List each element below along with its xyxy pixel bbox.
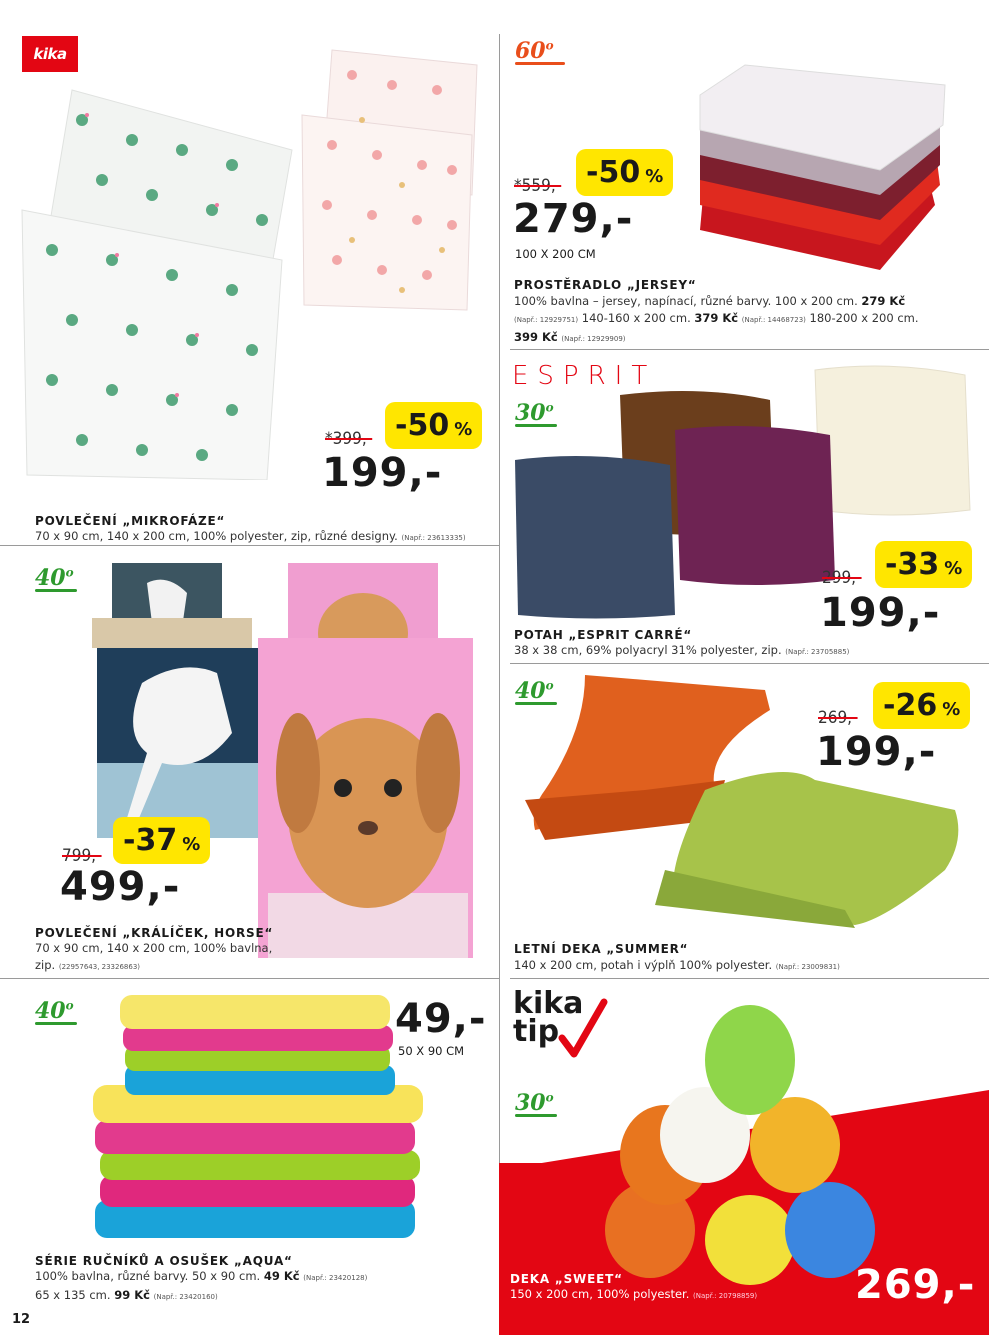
vertical-divider xyxy=(499,34,500,1164)
product-ref: (Např.: 14468723) xyxy=(741,316,806,324)
old-price: *559,- xyxy=(514,176,562,196)
discount-value: -50 xyxy=(395,408,450,443)
product-ref: (Např.: 12929909) xyxy=(561,335,626,343)
price-text: 399 Kč xyxy=(514,330,558,344)
old-price: 299,- xyxy=(822,568,862,588)
description-text: 150 x 200 cm, 100% polyester. xyxy=(510,1287,690,1301)
kika-logo[interactable]: kika xyxy=(22,36,78,72)
discount-value: -33 xyxy=(885,547,940,582)
discount-unit: % xyxy=(645,166,664,187)
discount-unit: % xyxy=(182,834,201,855)
butterfly-bedding-image xyxy=(292,45,492,315)
description-text: 180-200 x 200 cm. xyxy=(809,311,919,325)
product-description xyxy=(514,293,974,348)
divider xyxy=(510,663,989,664)
product-description xyxy=(35,1268,367,1306)
price-text: 379 Kč xyxy=(694,311,739,325)
divider xyxy=(510,978,989,979)
cactus-bedding-image xyxy=(12,80,302,480)
product-ref: (Např.: 23705885) xyxy=(785,648,850,656)
product-description xyxy=(510,1286,757,1305)
rolled-blankets-image xyxy=(605,1005,875,1285)
wash-temperature: 40$^o$ xyxy=(35,565,77,592)
price: 279,- xyxy=(513,196,634,242)
price-text: 279 Kč xyxy=(861,294,906,308)
horse-bedding-image xyxy=(92,563,267,841)
product-description xyxy=(514,642,849,661)
price-text: 99 Kč xyxy=(114,1288,150,1302)
price: 269,- xyxy=(855,1262,976,1308)
description-text: 65 x 135 cm. xyxy=(35,1288,111,1302)
wash-temperature: 60$^o$ xyxy=(515,38,565,65)
old-price: *399,- xyxy=(325,429,373,449)
product-ref: (Např.: 12929751) xyxy=(514,316,579,324)
product-description xyxy=(35,940,272,976)
tip-line: kika xyxy=(513,986,584,1021)
description-text: zip. xyxy=(35,958,56,972)
description-text: 100% bavlna – jersey, napínací, různé barvy. 100 x 200 cm. xyxy=(514,294,858,308)
discount-badge xyxy=(113,817,210,864)
wash-temperature: 30$^o$ xyxy=(515,1090,557,1117)
bunny-bedding-image xyxy=(258,563,473,958)
price: 199,- xyxy=(816,729,937,775)
discount-unit: % xyxy=(454,419,473,440)
discount-badge xyxy=(875,541,972,588)
product-description xyxy=(514,957,840,976)
price-text: 49 Kč xyxy=(263,1269,300,1283)
price: 499,- xyxy=(60,864,181,910)
price: 199,- xyxy=(322,450,443,496)
discount-unit: % xyxy=(942,699,961,720)
discount-value: -37 xyxy=(123,823,178,858)
old-price: 269,- xyxy=(818,708,858,728)
product-description xyxy=(35,528,466,547)
wash-temperature: 30$^o$ xyxy=(515,400,557,427)
divider xyxy=(0,978,499,979)
description-text: 70 x 90 cm, 140 x 200 cm, 100% polyester, zip, různé designy. xyxy=(35,529,398,543)
product-ref: (Např.: 20798859) xyxy=(693,1292,758,1300)
product-ref: (Např.: 23009831) xyxy=(775,963,840,971)
product-ref: (Např.: 23420128) xyxy=(303,1274,368,1282)
product-title: POTAH „ESPRIT CARRÉ“ xyxy=(514,628,693,642)
description-text: 100% bavlna, různé barvy. 50 x 90 cm. xyxy=(35,1269,261,1283)
size-label: 50 X 90 CM xyxy=(398,1044,465,1058)
fitted-sheets-image xyxy=(685,55,955,275)
product-title: DEKA „SWEET“ xyxy=(510,1272,623,1286)
description-text: 38 x 38 cm, 69% polyacryl 31% polyester, zip. xyxy=(514,643,782,657)
product-title: PROSTĚRADLO „JERSEY“ xyxy=(514,278,697,292)
divider xyxy=(510,349,989,350)
price: 49,- xyxy=(395,996,487,1042)
wash-temperature: 40$^o$ xyxy=(515,678,557,705)
product-ref: (22957643, 23326863) xyxy=(58,963,141,971)
old-price: 799,- xyxy=(62,846,102,866)
tip-line: tip xyxy=(513,1014,560,1049)
discount-unit: % xyxy=(944,558,963,579)
discount-badge xyxy=(576,149,673,196)
price: 199,- xyxy=(820,590,941,636)
temperature-value: 30 xyxy=(515,1090,546,1116)
product-title: POVLEČENÍ „MIKROFÁZE“ xyxy=(35,514,226,528)
wash-temperature: 40$^o$ xyxy=(35,998,77,1025)
discount-value: -26 xyxy=(883,688,938,723)
description-text: 70 x 90 cm, 140 x 200 cm, 100% bavlna, xyxy=(35,941,273,955)
temperature-value: 60 xyxy=(515,38,546,64)
discount-value: -50 xyxy=(586,155,641,190)
discount-badge xyxy=(873,682,970,729)
temperature-value: 40 xyxy=(35,565,66,591)
checkmark-icon xyxy=(558,998,608,1068)
description-text: 140 x 200 cm, potah i výplň 100% polyester. xyxy=(514,958,773,972)
product-title: POVLEČENÍ „KRÁLÍČEK, HORSE“ xyxy=(35,926,274,940)
product-title: SÉRIE RUČNÍKŮ A OSUŠEK „AQUA“ xyxy=(35,1254,293,1268)
esprit-logo: ESPRIT xyxy=(512,361,657,391)
description-text: 140-160 x 200 cm. xyxy=(581,311,691,325)
product-ref: (Např.: 23420160) xyxy=(153,1293,218,1301)
product-title: LETNÍ DEKA „SUMMER“ xyxy=(514,942,689,956)
temperature-value: 40 xyxy=(35,998,66,1024)
temperature-value: 30 xyxy=(515,400,546,426)
product-ref: (Např.: 23613335) xyxy=(401,534,466,542)
temperature-value: 40 xyxy=(515,678,546,704)
page-number: 12 xyxy=(12,1312,31,1327)
size-label: 100 X 200 CM xyxy=(515,247,596,261)
towels-image xyxy=(85,990,430,1245)
discount-badge xyxy=(385,402,482,449)
